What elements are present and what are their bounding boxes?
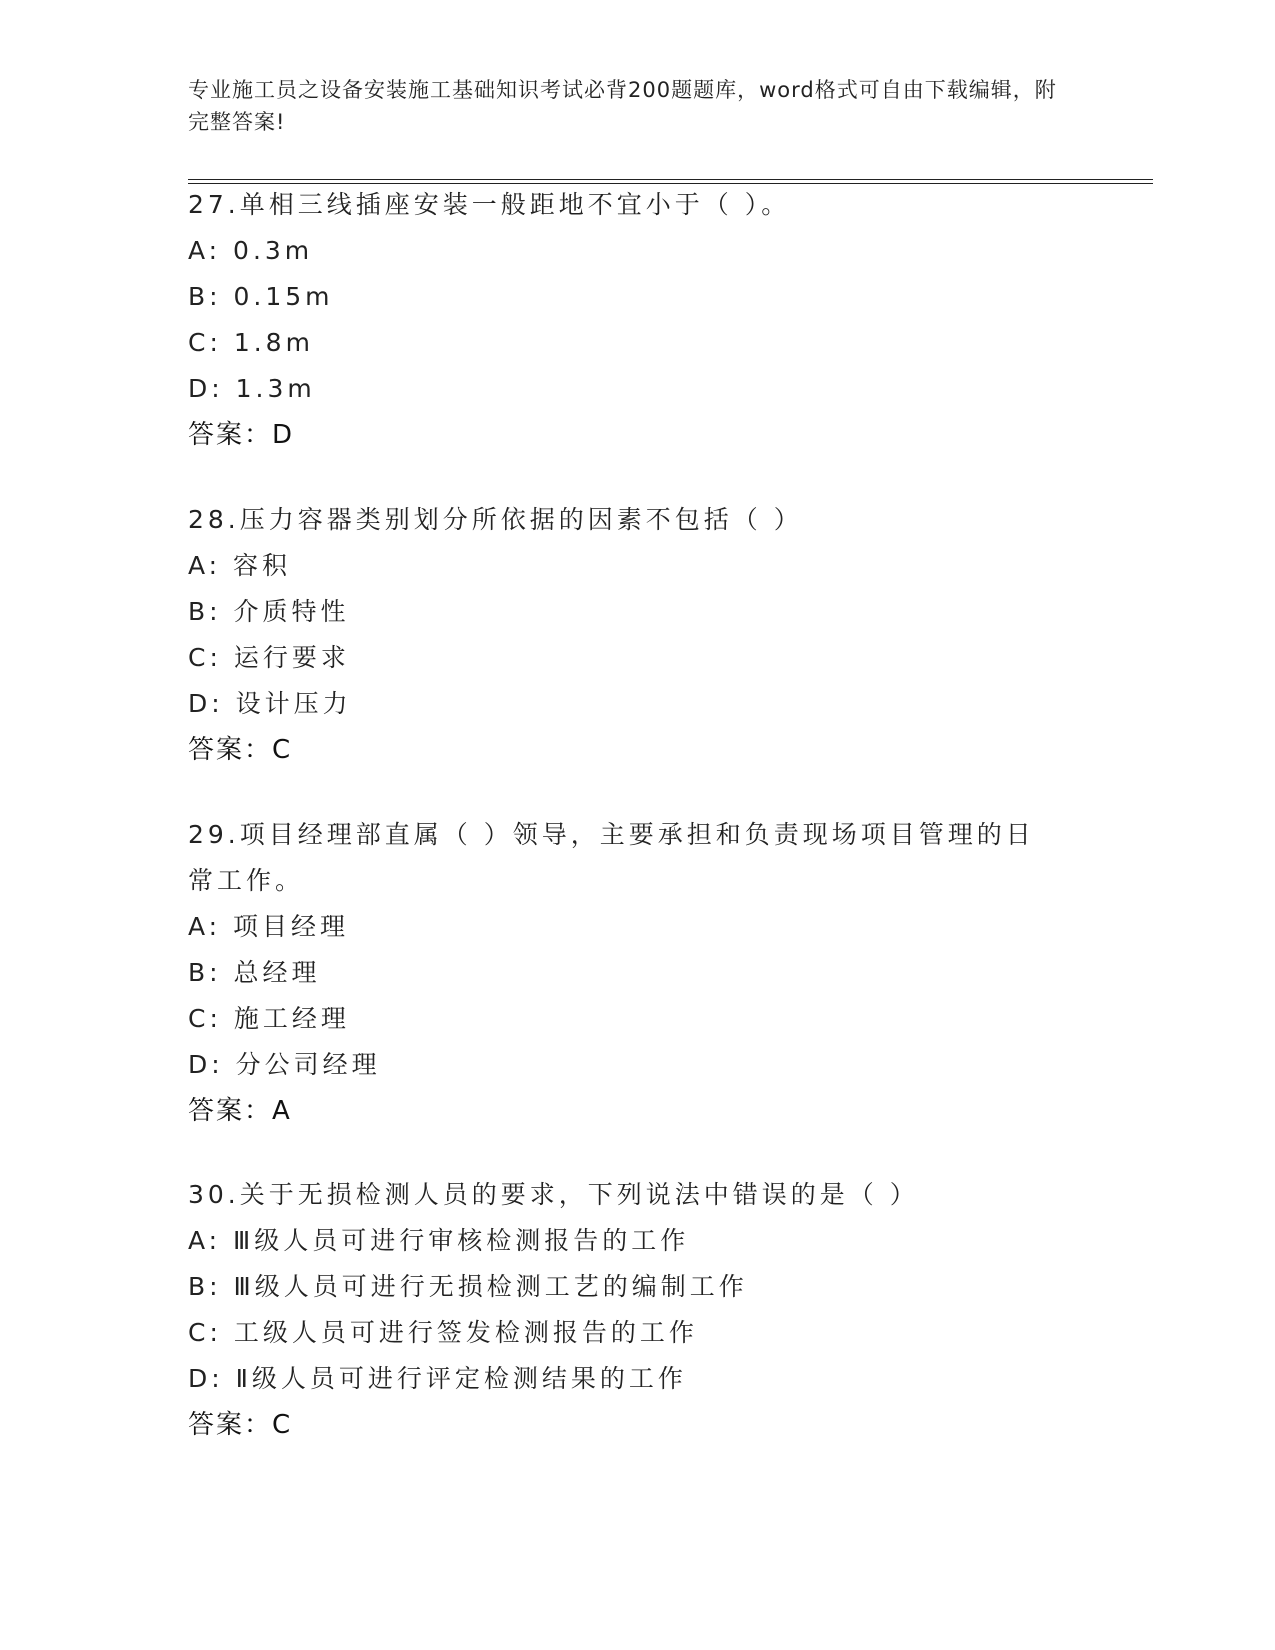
question-30	[188, 1172, 1088, 1448]
question-27	[188, 182, 1088, 458]
answer-line	[188, 1088, 1088, 1134]
option-d: D: 1.3m	[188, 374, 316, 403]
answer-line	[188, 412, 1088, 458]
option-c: C: 1.8m	[188, 328, 314, 357]
option-d: D: Ⅱ级人员可进行评定检测结果的工作	[188, 1364, 687, 1393]
option-b: B: 介质特性	[188, 597, 350, 626]
option-c: C: 运行要求	[188, 643, 350, 672]
option-c: C: 工级人员可进行签发检测报告的工作	[188, 1318, 698, 1347]
document-header: 专业施工员之设备安装施工基础知识考试必背200题题库，word格式可自由下载编辑，附完整答案!	[188, 78, 1057, 134]
answer-value: A	[272, 1096, 290, 1126]
answer-label: 答案：	[188, 1410, 273, 1440]
answer-line	[188, 727, 1088, 773]
option-d: D: 分公司经理	[188, 1050, 381, 1079]
header-rule-top	[188, 179, 1153, 180]
option-a: A: 项目经理	[188, 912, 350, 941]
answer-value: C	[272, 1410, 291, 1440]
option-a: A: 容积	[188, 551, 292, 580]
question-stem: 30.关于无损检测人员的要求，下列说法中错误的是（ ）	[188, 1180, 919, 1209]
answer-label: 答案：	[188, 735, 273, 765]
answer-value: D	[272, 420, 293, 450]
question-28	[188, 497, 1088, 773]
answer-line	[188, 1402, 1088, 1448]
question-stem: 28.压力容器类别划分所依据的因素不包括（ ）	[188, 505, 803, 534]
option-b: B: 0.15m	[188, 282, 334, 311]
question-stem: 27.单相三线插座安装一般距地不宜小于（ ）。	[188, 190, 791, 219]
option-a: A: 0.3m	[188, 236, 314, 265]
question-29	[188, 812, 1088, 1134]
answer-value: C	[272, 735, 291, 765]
option-d: D: 设计压力	[188, 689, 352, 718]
option-b: B: 总经理	[188, 958, 321, 987]
option-c: C: 施工经理	[188, 1004, 350, 1033]
answer-label: 答案：	[188, 1096, 273, 1126]
answer-label: 答案：	[188, 420, 273, 450]
option-b: B: Ⅲ级人员可进行无损检测工艺的编制工作	[188, 1272, 748, 1301]
question-stem: 29.项目经理部直属（ ）领导，主要承担和负责现场项目管理的日常工作。	[188, 820, 1035, 895]
option-a: A: Ⅲ级人员可进行审核检测报告的工作	[188, 1226, 690, 1255]
